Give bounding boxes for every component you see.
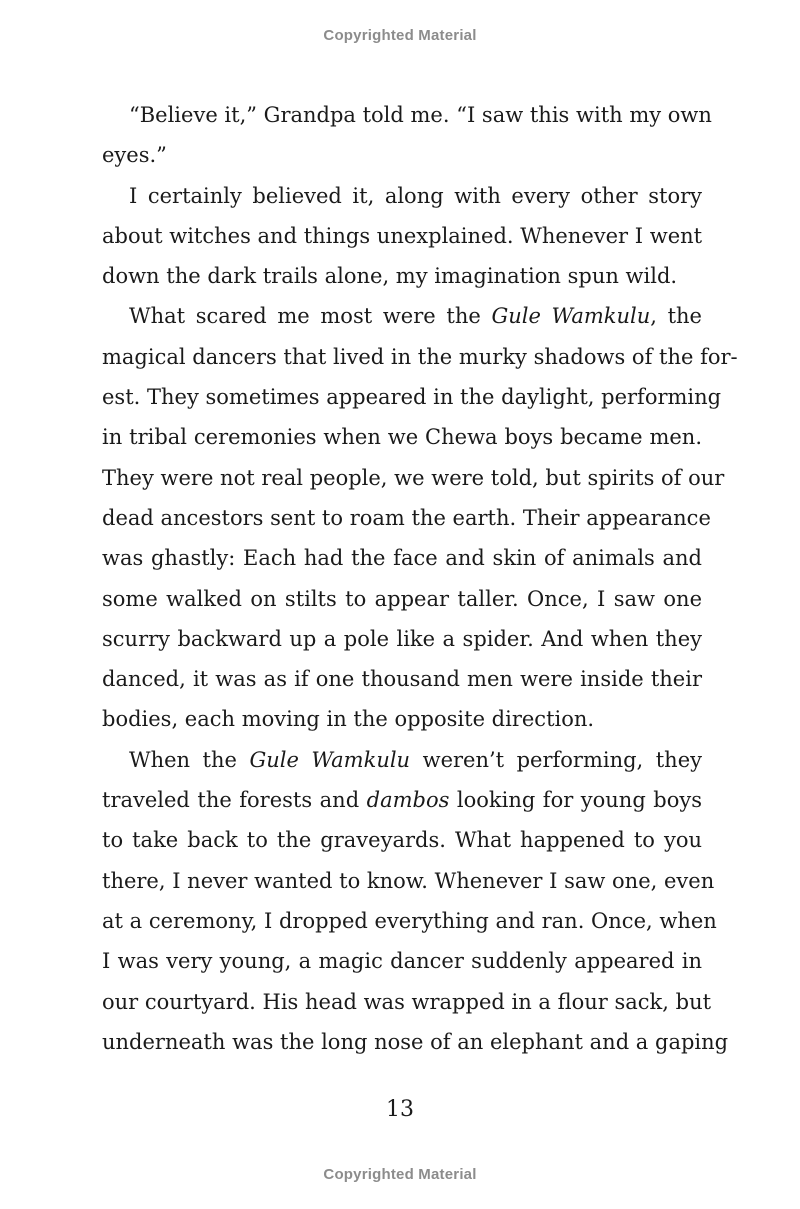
text-line: They were not real people, we were told, but spirits of our xyxy=(102,465,725,490)
text-line: at a ceremony, I dropped everything and ran. Once, when xyxy=(102,908,717,933)
text-line: What scared me most were the Gule Wamkulu, the xyxy=(129,304,702,329)
text-line: eyes.” xyxy=(102,143,167,168)
text-line: was ghastly: Each had the face and skin of animals and xyxy=(102,546,702,571)
text-line: When the Gule Wamkulu weren’t performing, they xyxy=(129,747,702,772)
copyright-watermark-top: Copyrighted Material xyxy=(323,27,477,44)
italic-term: Gule Wamkulu xyxy=(249,747,411,772)
text-line: down the dark trails alone, my imagination spun wild. xyxy=(102,264,678,289)
text-line: dead ancestors sent to roam the earth. Their appearance xyxy=(102,505,711,530)
page-number: 13 xyxy=(386,1097,414,1122)
text-line: magical dancers that lived in the murky shadows of the for- xyxy=(102,344,738,369)
text-line: danced, it was as if one thousand men were inside their xyxy=(102,667,702,692)
text-line: some walked on stilts to appear taller. Once, I saw one xyxy=(102,586,702,611)
text-line: to take back to the graveyards. What happened to you xyxy=(102,828,702,853)
italic-term: dambos xyxy=(366,788,450,813)
text-line: underneath was the long nose of an elephant and a gaping xyxy=(102,1029,729,1054)
copyright-watermark-bottom: Copyrighted Material xyxy=(323,1166,477,1183)
text-line: in tribal ceremonies when we Chewa boys became men. xyxy=(102,425,702,450)
text-line: “Believe it,” Grandpa told me. “I saw this with my own xyxy=(129,103,712,127)
text-line: there, I never wanted to know. Whenever I saw one, even xyxy=(102,868,715,893)
text-line: traveled the forests and dambos looking for young boys xyxy=(102,788,702,813)
text-line: est. They sometimes appeared in the daylight, performing xyxy=(102,385,722,410)
body-text xyxy=(102,95,738,1062)
italic-term: Gule Wamkulu xyxy=(491,304,651,329)
text-line: I was very young, a magic dancer suddenly appeared in xyxy=(102,949,702,974)
text-line: bodies, each moving in the opposite direction. xyxy=(102,707,595,732)
text-line: I certainly believed it, along with every other story xyxy=(129,183,702,208)
text-line: scurry backward up a pole like a spider. And when they xyxy=(102,626,702,651)
text-line: about witches and things unexplained. Whenever I went xyxy=(102,223,703,248)
text-line: our courtyard. His head was wrapped in a flour sack, but xyxy=(102,989,712,1014)
